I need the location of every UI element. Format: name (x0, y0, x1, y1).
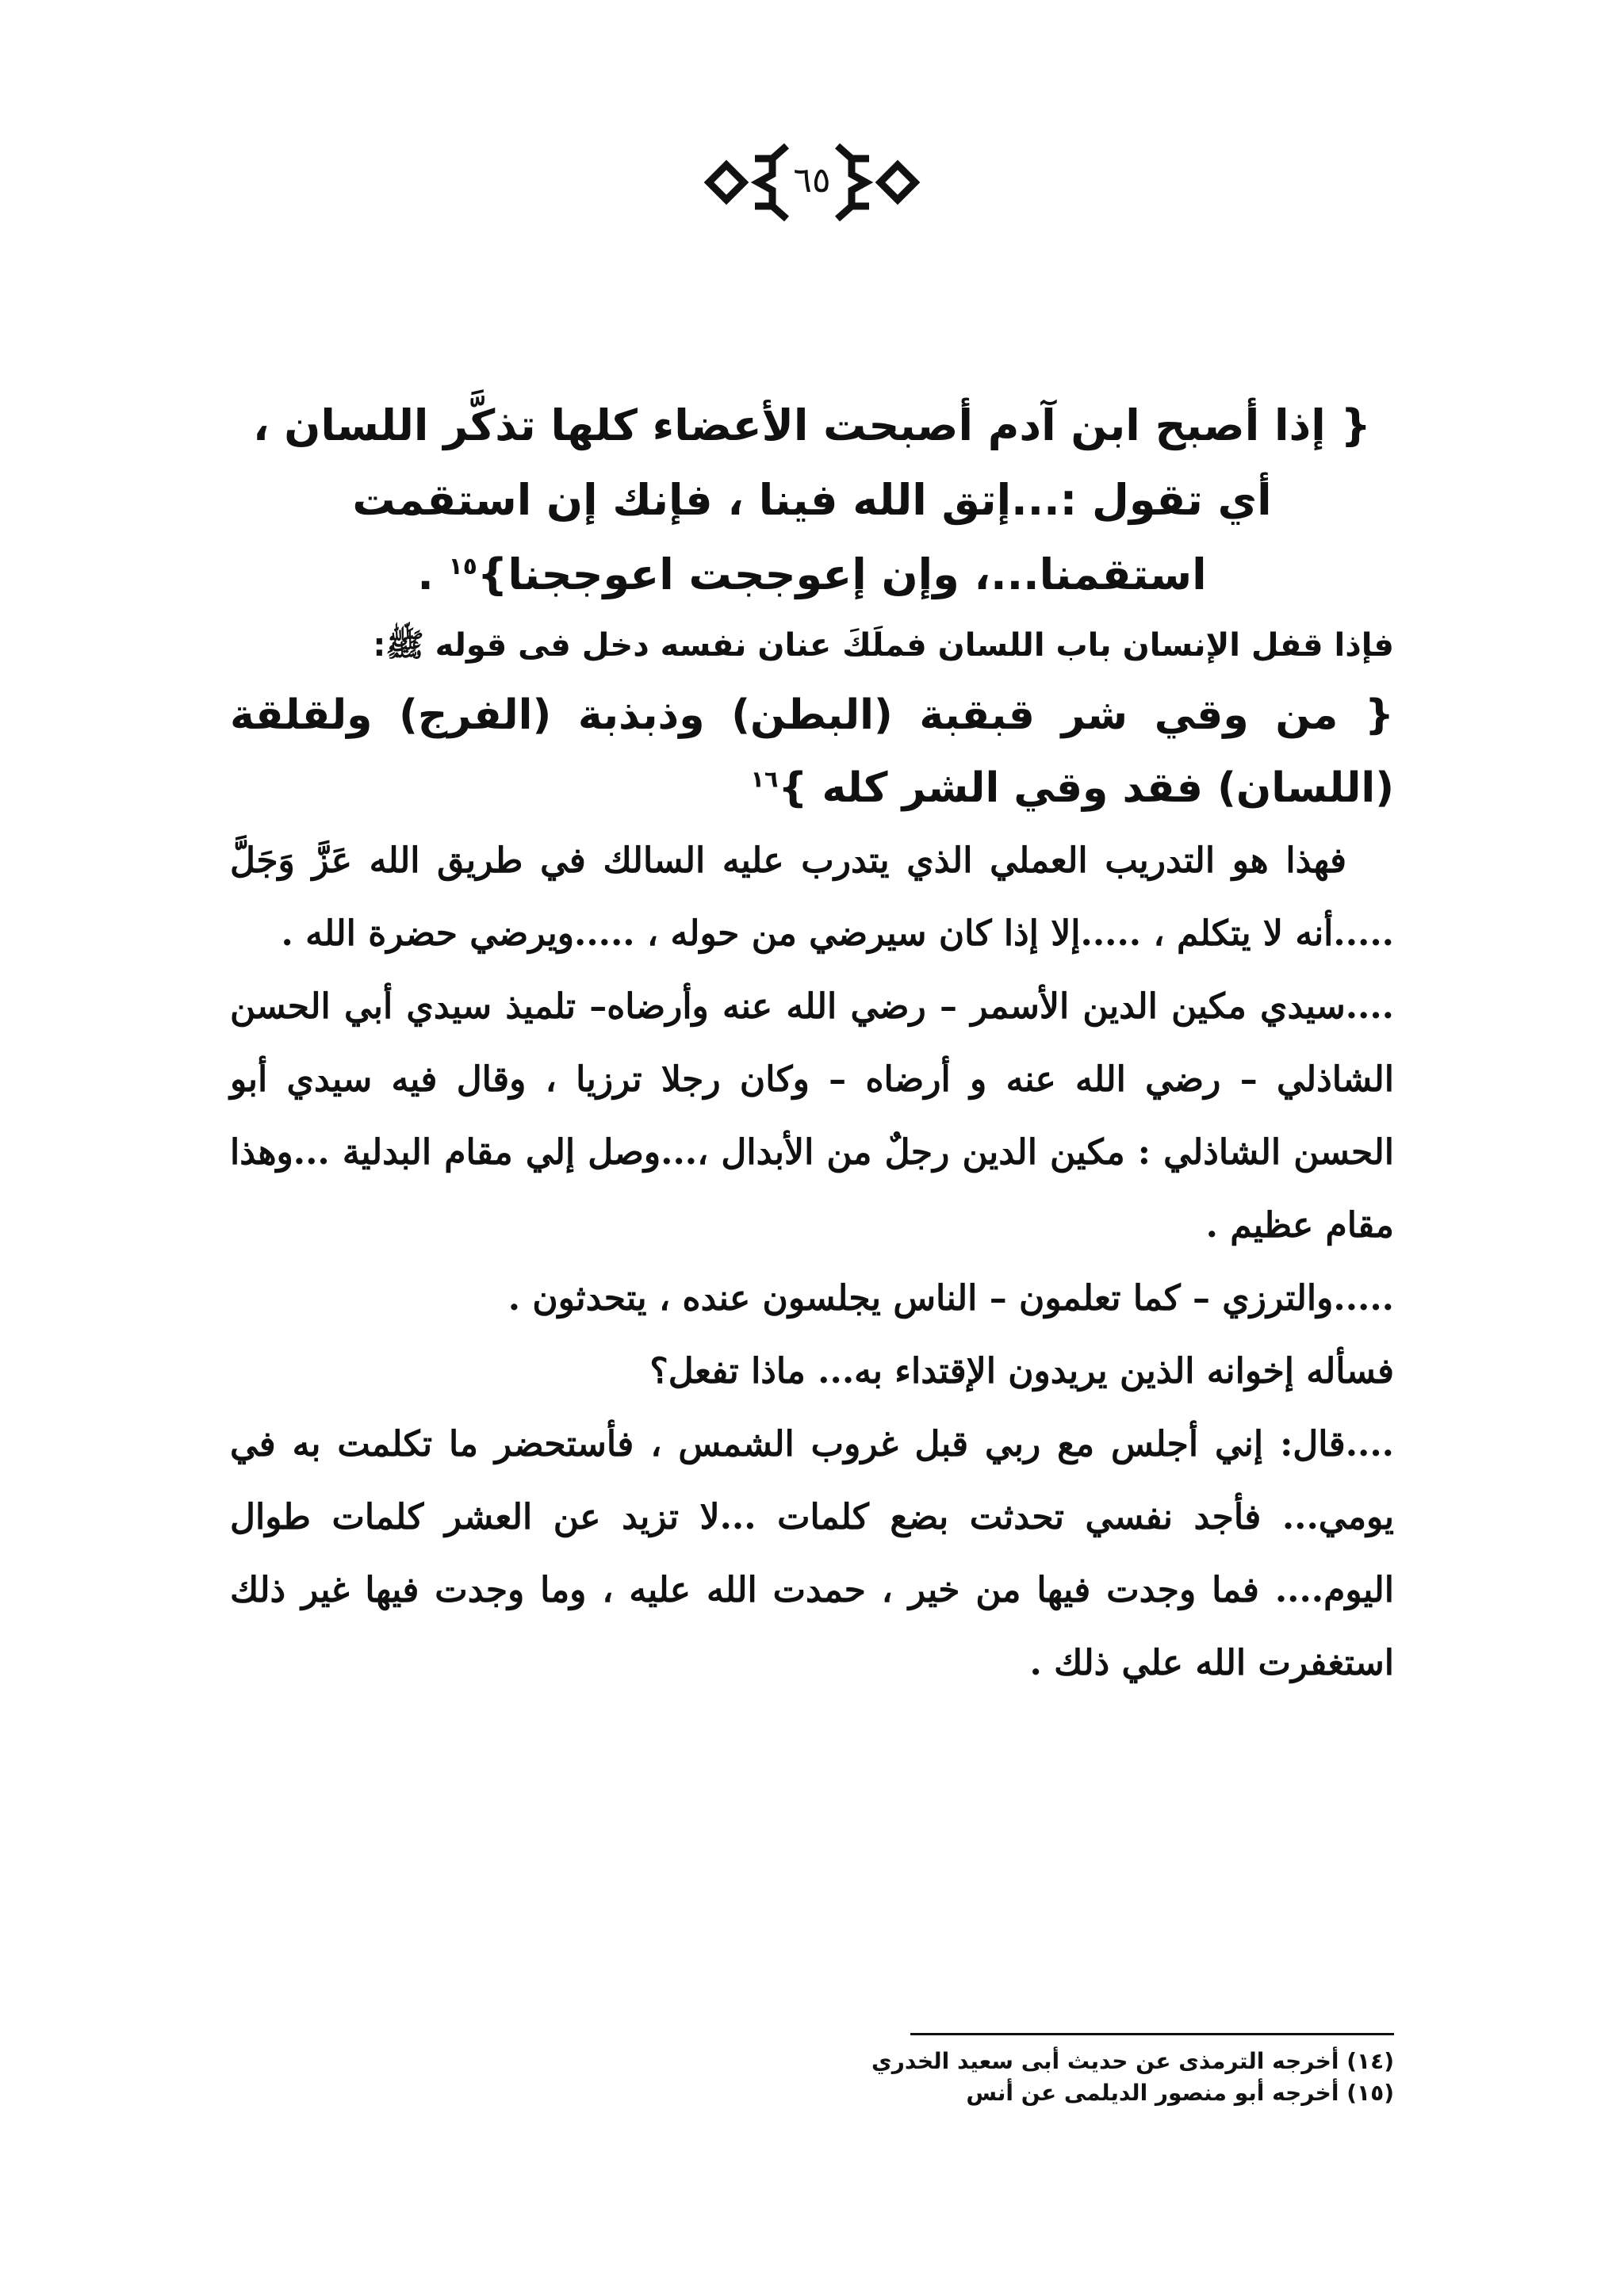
hadith-quote-1-end: . (417, 549, 434, 599)
paragraph-5: ....قال: إني أجلس مع ربي قبل غروب الشمس ، فأستحضر ما تكلمت به في يومي... فأجد نفسي تحدثت بضع كلمات ...لا تزيد عن العشر كلمات طوال اليوم.... فما وجدت فيها من خير ، حمدت الله عليه ، وما وجدت فيها غير ذلك استغفرت الله علي ذلك . (230, 1424, 1394, 1683)
footnote-ref-16: ١٦ (750, 765, 779, 793)
footnote-item: (١٤) أخرجه الترمذى عن حديث أبى سعيد الخدري (871, 2048, 1394, 2074)
footnote-item: (١٥) أخرجه أبو منصور الديلمى عن أنس (966, 2080, 1394, 2106)
main-content (230, 389, 1394, 1700)
hadith-quote-1-text: { إذا أصبح ابن آدم أصبحت الأعضاء كلها تذكَّر اللسان ، أي تقول :...إتق الله فينا ، فإنك إن استقمت استقمنا...، وإن إعوججت اعوججنا} (252, 400, 1371, 599)
paragraph-2: ....سيدي مكين الدين الأسمر – رضي الله عنه وأرضاه– تلميذ سيدي أبي الحسن الشاذلي – رضي الله عنه و أرضاه – وكان رجلا ترزيا ، وقال فيه سيدي أبو الحسن الشاذلي : مكين الدين رجلٌ من الأبدال ،...وصل إلي مقام البدلية ...وهذا مقام عظيم . (230, 986, 1394, 1246)
hadith-quote-2 (230, 679, 1394, 825)
hadith-quote-2-text: { من وقي شر قبقبة (البطن) وذبذبة (الفرج) ولقلقة (اللسان) فقد وقي الشر كله } (230, 691, 1394, 812)
paragraph-4: فسأله إخوانه الذين يريدون الإقتداء به... ماذا تفعل؟ (649, 1351, 1394, 1391)
intro-paragraph: فإذا قفل الإنسان باب اللسان فملَكَ عنان نفسه دخل فى قوله ﷺ: (373, 627, 1394, 664)
footnote-divider (910, 2033, 1394, 2035)
hadith-quote-1 (230, 389, 1394, 612)
paragraph-1: فهذا هو التدريب العملي الذي يتدرب عليه السالك في طريق الله عَزَّ وَجَلَّ .....أنه لا يتكلم ، .....إلا إذا كان سيرضي من حوله ، .....ويرضي حضرة الله . (230, 840, 1394, 954)
footnote-ref-15: ١٥ (448, 553, 477, 580)
paragraph-3: .....والترزي – كما تعلمون – الناس يجلسون عنده ، يتحدثون . (508, 1278, 1394, 1319)
footnotes (680, 2046, 1394, 2109)
page-number: ٦٥ (793, 160, 831, 201)
